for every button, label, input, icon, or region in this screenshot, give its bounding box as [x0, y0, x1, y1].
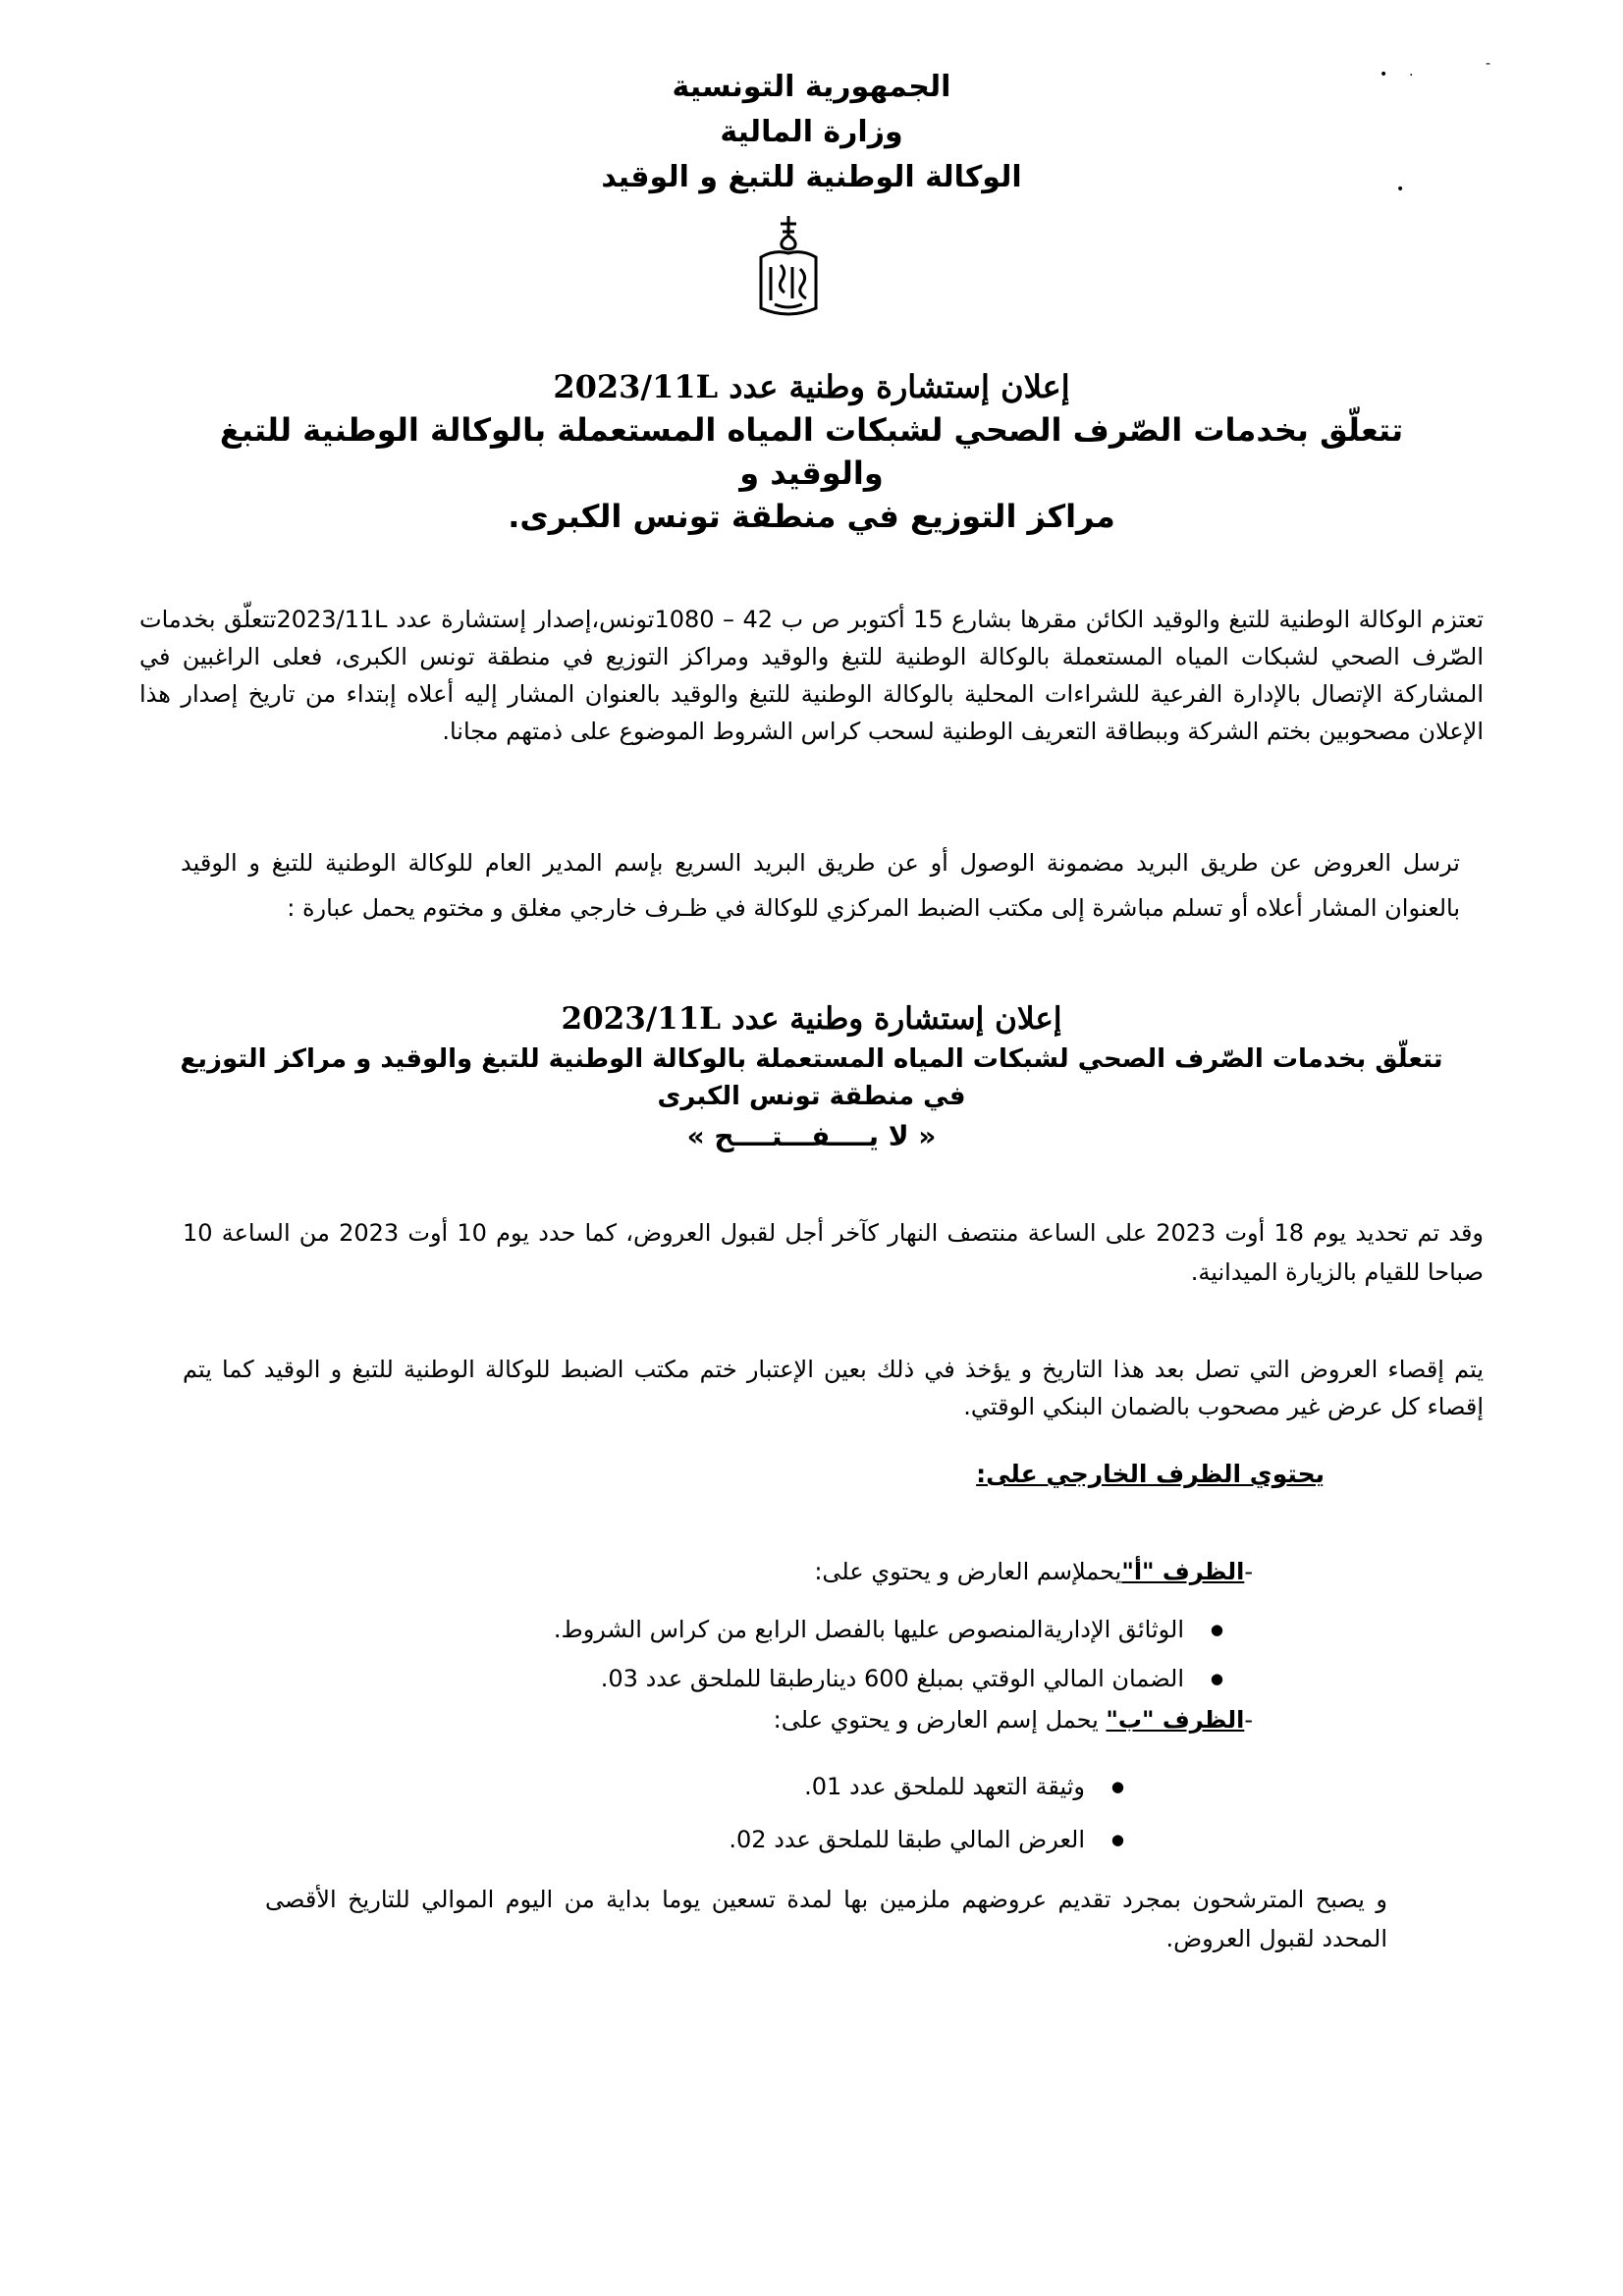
- paragraph-deadline: وقد تم تحديد يوم 18 أوت 2023 على الساعة منتصف النهار كآخر أجل لقبول العروض، كما حدد يوم 10 أوت 2023 من الساعة 10 صباحا للقيام بالزيارة الميدانية.: [183, 1219, 1485, 1286]
- envelope-b-text: يحمل إسم العارض و يحتوي على:: [773, 1706, 1107, 1734]
- announcement-title: إعلان إستشارة وطنية عدد 2023/11L: [553, 368, 1070, 405]
- envelope-b-name: الظرف "ب": [1106, 1706, 1245, 1734]
- envelope-a-text: يحملإسم العارض و يحتوي على:: [814, 1558, 1122, 1585]
- scan-speck: •: [1380, 67, 1388, 82]
- scan-speck: •: [1396, 182, 1405, 197]
- envelope-b-label: -الظرف "ب" يحمل إسم العارض و يحتوي على:: [773, 1706, 1253, 1734]
- list-item: ● العرض المالي طبقا للملحق عدد 02.: [729, 1813, 1124, 1866]
- envelope-inscription-title: إعلان إستشارة وطنية عدد 2023/11L: [561, 1001, 1062, 1037]
- envelope-a-label: -الظرف "أ"يحملإسم العارض و يحتوي على:: [814, 1558, 1253, 1585]
- envelope-a-name: الظرف "أ": [1121, 1558, 1245, 1585]
- header-ministry: وزارة المالية: [720, 115, 903, 149]
- envelope-inscription-region: في منطقة تونس الكبرى: [657, 1082, 966, 1111]
- paragraph-exclusion: يتم إقصاء العروض التي تصل بعد هذا التاريخ و يؤخذ في ذلك بعين الإعتبار ختم مكتب الضبط للوكالة الوطنية للتبغ و الوقيد كما يتم إقصاء كل عرض غير مصحوب بالضمان البنكي الوقتي.: [183, 1356, 1484, 1420]
- document-header: [0, 65, 1623, 200]
- list-item: ● الوثائق الإداريةالمنصوص عليها بالفصل الرابع من كراس الشروط.: [554, 1605, 1223, 1654]
- agency-logo-icon: [753, 214, 824, 322]
- envelope-do-not-open: « لا يــــفـــتــــح »: [686, 1120, 937, 1152]
- paragraph-submission: ترسل العروض عن طريق البريد مضمونة الوصول أو عن طريق البريد السريع بإسم المدير العام للوكالة الوطنية للتبغ و الوقيد بالعنوان المشار أعلاه أو تسلم مباشرة إلى مكتب الضبط المركزي للوكالة في ظـرف خارجي مغلق و مختوم يحمل عبارة :: [181, 849, 1460, 922]
- scan-speck: ·: [1409, 68, 1414, 83]
- announcement-subject-line2: مراكز التوزيع في منطقة تونس الكبرى.: [508, 498, 1115, 535]
- list-item: ● وثيقة التعهد للملحق عدد 01.: [729, 1760, 1124, 1813]
- paragraph-intro: تعتزم الوكالة الوطنية للتبغ والوقيد الكائن مقرها بشارع 15 أكتوبر ص ب 42 – 1080تونس،إصدار إستشارة عدد 2023/11Lتتعلّق بخدمات الصّرف الصحي لشبكات المياه المستعملة بالوكالة الوطنية للتبغ والوقيد ومراكز التوزيع في منطقة تونس الكبرى، فعلى الراغبين في المشاركة الإتصال بالإدارة الفرعية للشراءات المحلية بالوكالة الوطنية للتبغ والوقيد بالعنوان المشار إليه أعلاه إبتداء من تاريخ إصدار هذا الإعلان مصحوبين بختم الشركة وببطاقة التعريف الوطنية لسحب كراس الشروط الموضوع على ذمتهم مجانا.: [139, 606, 1485, 745]
- announcement-title-block: [167, 365, 1456, 538]
- envelope-b-list: [729, 1760, 1124, 1866]
- announcement-subject-line1: تتعلّق بخدمات الصّرف الصحي لشبكات المياه المستعملة بالوكالة الوطنية للتبغ والوقيد و: [219, 411, 1404, 492]
- scan-speck: -: [1486, 56, 1491, 72]
- paragraph-validity: و يصبح المترشحون بمجرد تقديم عروضهم ملزمين بها لمدة تسعين يوما بداية من اليوم الموالي للتاريخ الأقصى المحدد لقبول العروض.: [265, 1886, 1387, 1952]
- header-republic: الجمهورية التونسية: [672, 70, 951, 104]
- header-agency: الوكالة الوطنية للتبغ و الوقيد: [601, 160, 1022, 194]
- envelope-contents-heading: يحتوي الظرف الخارجي على:: [976, 1460, 1325, 1488]
- envelope-inscription: [139, 997, 1484, 1158]
- envelope-a-list: [554, 1605, 1223, 1703]
- list-item: ● الضمان المالي الوقتي بمبلغ 600 دينارطبقا للملحق عدد 03.: [554, 1654, 1223, 1703]
- envelope-inscription-subject: تتعلّق بخدمات الصّرف الصحي لشبكات المياه المستعملة بالوكالة الوطنية للتبغ والوقيد و مراكز التوزيع: [180, 1044, 1443, 1074]
